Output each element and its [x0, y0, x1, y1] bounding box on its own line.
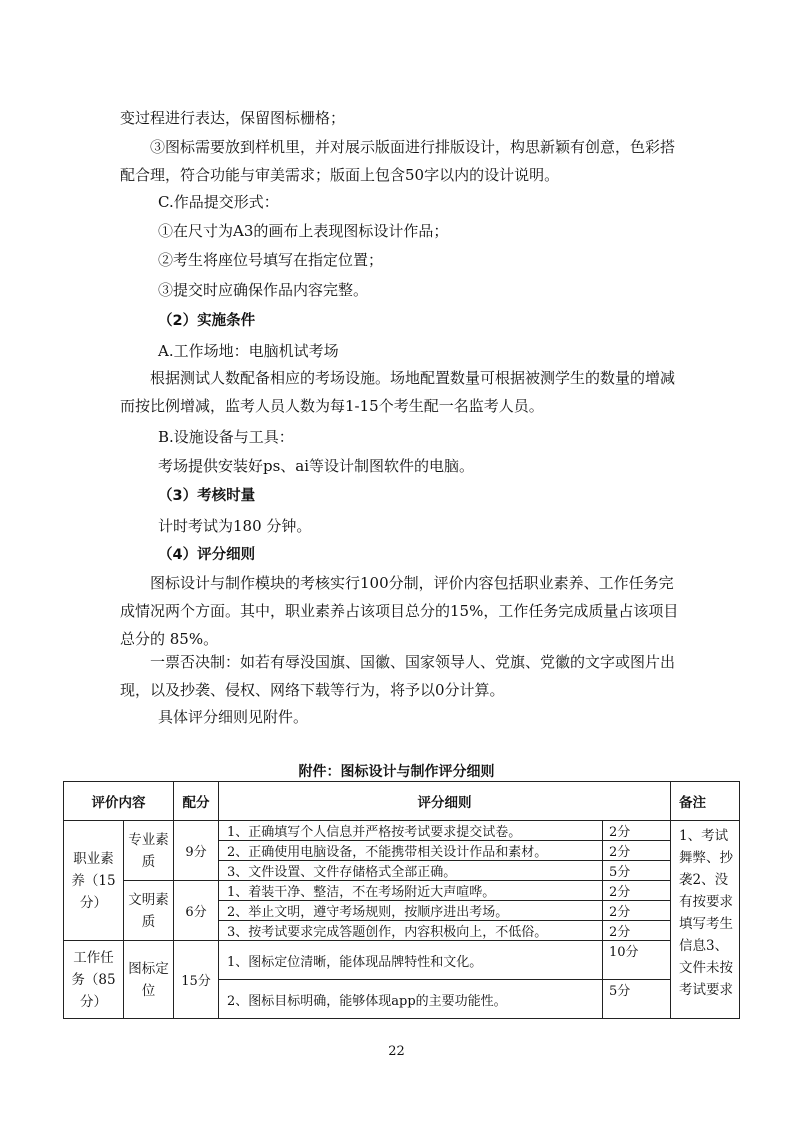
header-detail: 评分细则	[219, 782, 671, 821]
page-number: 22	[388, 1044, 405, 1059]
criterion: 3、文件设置、文件存储格式全部正确。	[219, 861, 603, 881]
table-row	[64, 941, 740, 980]
subcategory-score: 6分	[174, 881, 219, 941]
subcategory-positioning: 图标定位	[124, 941, 174, 1019]
criterion: 1、图标定位清晰，能体现品牌特性和文化。	[219, 941, 603, 980]
paragraph: C.作品提交形式：	[158, 193, 279, 211]
criterion-points: 2分	[603, 841, 671, 861]
criterion-points: 2分	[603, 921, 671, 941]
section-heading: （3）考核时量	[158, 488, 256, 504]
paragraph: B.设施设备与工具：	[158, 428, 294, 446]
table-row	[64, 881, 740, 901]
paragraph: ①在尺寸为A3的画布上表现图标设计作品；	[158, 222, 449, 240]
paragraph: 一票否决制：如若有辱没国旗、国徽、国家领导人、党旗、党徽的文字或图片出现，以及抄袭、侵权、网络下载等行为，将予以0分计算。	[120, 653, 676, 699]
criterion: 3、按考试要求完成答题创作，内容积极向上，不低俗。	[219, 921, 603, 941]
criterion: 2、举止文明，遵守考场规则，按顺序进出考场。	[219, 901, 603, 921]
criterion: 2、图标目标明确，能够体现app的主要功能性。	[219, 980, 603, 1019]
paragraph: ③提交时应确保作品内容完整。	[158, 281, 369, 299]
table-caption: 附件：图标设计与制作评分细则	[298, 764, 495, 780]
subcategory-score: 15分	[174, 941, 219, 1019]
criterion-points: 10分	[603, 941, 671, 980]
criterion: 2、正确使用电脑设备，不能携带相关设计作品和素材。	[219, 841, 603, 861]
subcategory-score: 9分	[174, 821, 219, 881]
criterion: 1、着装干净、整洁，不在考场附近大声喧哗。	[219, 881, 603, 901]
category-task: 工作任务（85分）	[64, 941, 124, 1019]
criterion-points: 2分	[603, 881, 671, 901]
paragraph: A.工作场地：电脑机试考场	[158, 342, 339, 360]
section-heading: （2）实施条件	[158, 313, 256, 329]
paragraph: 图标设计与制作模块的考核实行100分制，评价内容包括职业素养、工作任务完成情况两个方面。其中，职业素养占该项目总分的15%，工作任务完成质量占该项目总分的 85%。	[120, 574, 679, 648]
category-professional: 职业素养（15分）	[64, 821, 124, 941]
table-header-row	[64, 782, 740, 821]
paragraph: 考场提供安装好ps、ai等设计制图软件的电脑。	[158, 457, 475, 475]
header-remark: 备注	[671, 782, 740, 821]
criterion-points: 2分	[603, 901, 671, 921]
paragraph: 变过程进行表达，保留图标栅格；	[120, 109, 346, 127]
criterion: 1、正确填写个人信息并严格按考试要求提交试卷。	[219, 821, 603, 841]
table-row	[64, 821, 740, 841]
section-heading: （4）评分细则	[158, 547, 256, 563]
paragraph: ②考生将座位号填写在指定位置；	[158, 251, 384, 269]
criterion-points: 5分	[603, 980, 671, 1019]
subcategory-civility: 文明素质	[124, 881, 174, 941]
header-content: 评价内容	[64, 782, 174, 821]
subcategory-skill: 专业素质	[124, 821, 174, 881]
paragraph: 具体评分细则见附件。	[158, 708, 309, 726]
paragraph: 计时考试为180 分钟。	[158, 517, 312, 535]
criterion-points: 2分	[603, 821, 671, 841]
header-score: 配分	[174, 782, 219, 821]
remark-cell: 1、考试舞弊、抄袭2、没有按要求填写考生信息3、文件未按考试要求	[671, 821, 740, 1019]
criterion-points: 5分	[603, 861, 671, 881]
paragraph: ③图标需要放到样机里，并对展示版面进行排版设计，构思新颖有创意，色彩搭配合理，符合功能与审美需求；版面上包含50字以内的设计说明。	[120, 138, 676, 184]
grading-table	[63, 781, 740, 1019]
paragraph: 根据测试人数配备相应的考场设施。场地配置数量可根据被测学生的数量的增减而按比例增减，监考人员人数为每1-15个考生配一名监考人员。	[120, 369, 676, 415]
